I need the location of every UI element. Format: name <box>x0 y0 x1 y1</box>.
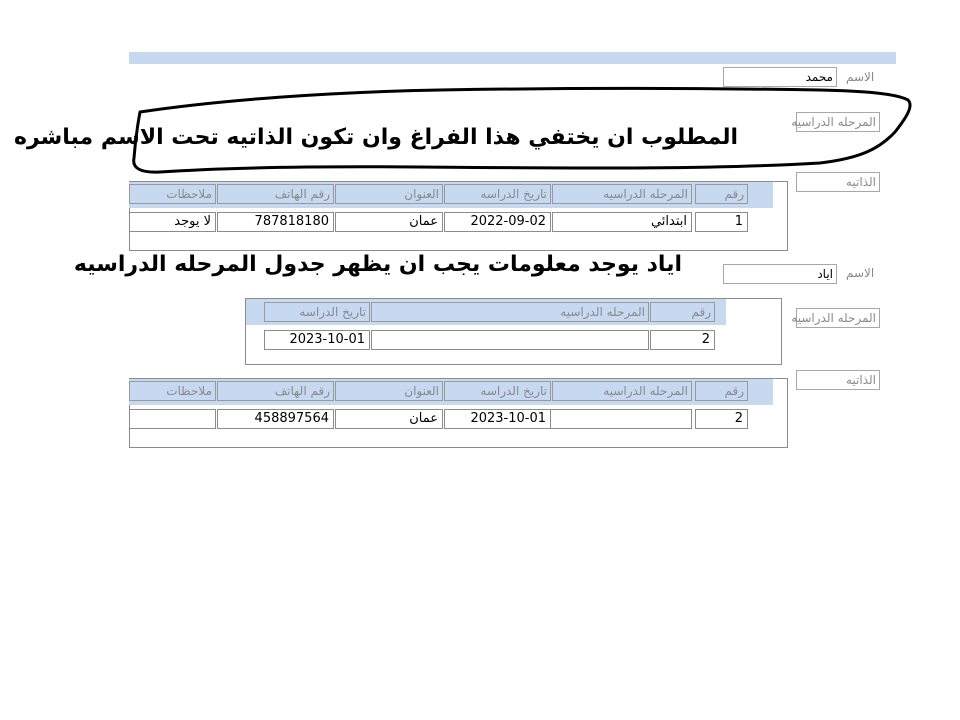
stage-col-header-stage: المرحله الدراسيه <box>371 302 649 322</box>
name-label: الاسم <box>846 266 875 280</box>
cell-study-date[interactable]: 2023-10-01 <box>444 409 551 429</box>
col-header-phone: رقم الهاتف <box>217 381 334 401</box>
stage-label: المرحله الدراسيه <box>796 308 880 328</box>
col-header-study-date: تاريخ الدراسه <box>444 381 551 401</box>
stage-cell-number[interactable]: 2 <box>650 330 715 350</box>
self-label: الذاتيه <box>796 370 880 390</box>
stage-col-header-number: رقم <box>650 302 715 322</box>
cell-address[interactable]: عمان <box>335 409 443 429</box>
col-header-address: العنوان <box>335 184 443 204</box>
cell-phone[interactable]: 787818180 <box>217 212 334 232</box>
name-field[interactable]: محمد <box>723 67 837 87</box>
cell-study-date[interactable]: 2022-09-02 <box>444 212 551 232</box>
cell-phone[interactable]: 458897564 <box>217 409 334 429</box>
col-header-stage: المرحله الدراسيه <box>552 381 692 401</box>
self-label: الذاتيه <box>796 172 880 192</box>
stage-label: المرحله الدراسيه <box>796 112 880 132</box>
cell-number[interactable]: 1 <box>695 212 748 232</box>
annotation-note-1: المطلوب ان يختفي هذا الفراغ وان تكون الذاتيه تحت الاسم مباشره <box>14 125 738 150</box>
col-header-notes: ملاحظات <box>129 381 216 401</box>
name-label: الاسم <box>846 70 875 84</box>
stage-cell-study-date[interactable]: 2023-10-01 <box>264 330 370 350</box>
col-header-number: رقم <box>695 184 748 204</box>
col-header-study-date: تاريخ الدراسه <box>444 184 551 204</box>
col-header-notes: ملاحظات <box>129 184 216 204</box>
stage-col-header-study-date: تاريخ الدراسه <box>264 302 370 322</box>
cell-stage[interactable]: ابتدائي <box>552 212 692 232</box>
col-header-number: رقم <box>695 381 748 401</box>
col-header-address: العنوان <box>335 381 443 401</box>
col-header-phone: رقم الهاتف <box>217 184 334 204</box>
cell-number[interactable]: 2 <box>695 409 748 429</box>
cell-notes[interactable]: لا يوجد <box>129 212 216 232</box>
cell-address[interactable]: عمان <box>335 212 443 232</box>
col-header-stage: المرحله الدراسيه <box>552 184 692 204</box>
name-field[interactable]: اياد <box>723 264 837 284</box>
annotation-note-2: اياد يوجد معلومات يجب ان يظهر جدول المرحله الدراسيه <box>73 252 682 277</box>
